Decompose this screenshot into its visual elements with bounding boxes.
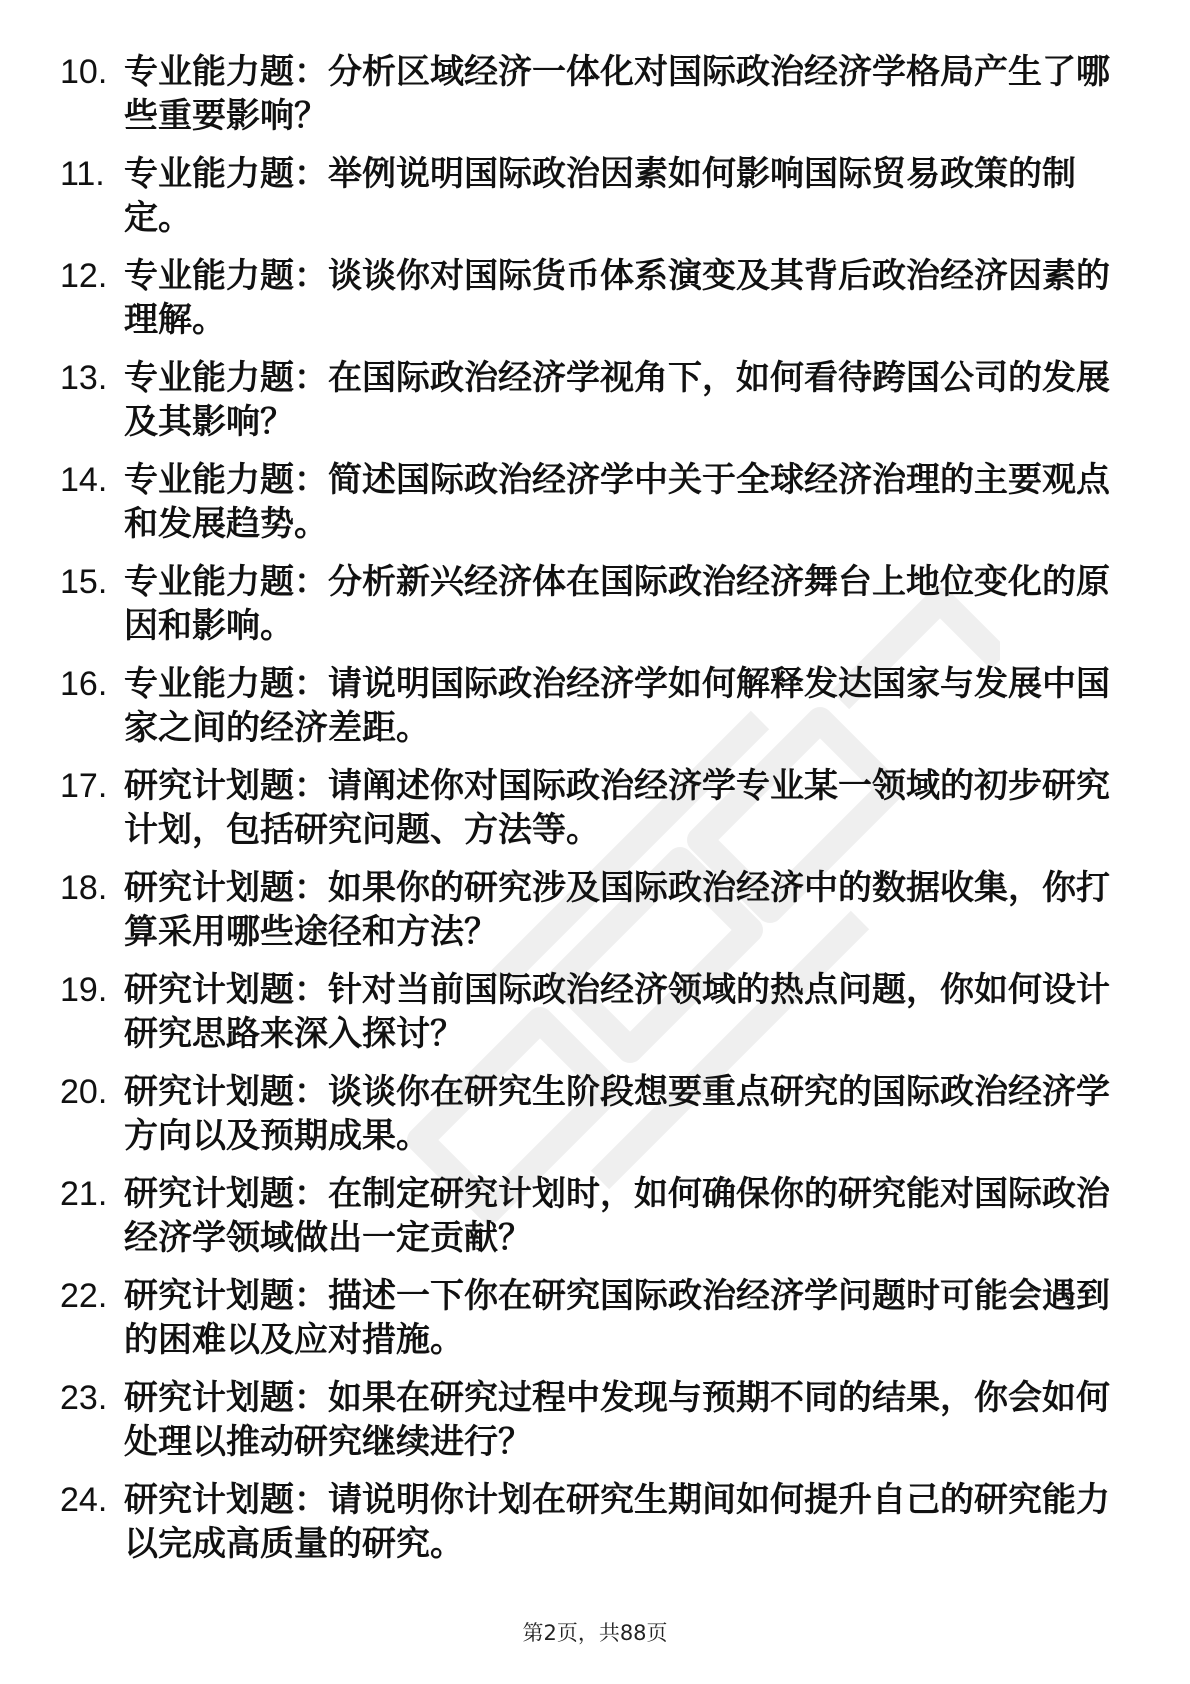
question-item [60, 458, 1110, 546]
question-body [124, 1274, 1110, 1362]
question-item [60, 866, 1110, 954]
question-text: 谈谈你在研究生阶段想要重点研究的国际政治经济学方向以及预期成果。 [124, 1072, 1110, 1156]
question-number: 19. [60, 971, 108, 1009]
question-number: 12. [60, 257, 108, 295]
question-list [60, 50, 1110, 1580]
question-body [124, 1172, 1110, 1260]
question-category: 研究计划题： [124, 1480, 328, 1520]
question-body [124, 866, 1110, 954]
question-body [124, 764, 1110, 852]
question-item [60, 1172, 1110, 1260]
question-body [124, 152, 1110, 240]
question-text: 分析新兴经济体在国际政治经济舞台上地位变化的原因和影响。 [124, 562, 1110, 646]
question-text: 举例说明国际政治因素如何影响国际贸易政策的制定。 [124, 154, 1076, 238]
question-category: 研究计划题： [124, 766, 328, 806]
question-number: 14. [60, 461, 108, 499]
question-body [124, 560, 1110, 648]
question-number: 21. [60, 1175, 108, 1213]
question-body [124, 458, 1110, 546]
question-text: 针对当前国际政治经济领域的热点问题，你如何设计研究思路来深入探讨？ [124, 970, 1110, 1054]
question-item [60, 152, 1110, 240]
question-number: 23. [60, 1379, 108, 1417]
question-body [124, 662, 1110, 750]
question-number: 22. [60, 1277, 108, 1315]
question-number: 17. [60, 767, 108, 805]
question-text: 谈谈你对国际货币体系演变及其背后政治经济因素的理解。 [124, 256, 1110, 340]
question-category: 研究计划题： [124, 970, 328, 1010]
question-category: 专业能力题： [124, 52, 328, 92]
question-item [60, 1376, 1110, 1464]
question-number: 24. [60, 1481, 108, 1519]
question-text: 请说明国际政治经济学如何解释发达国家与发展中国家之间的经济差距。 [124, 664, 1110, 748]
question-category: 研究计划题： [124, 1072, 328, 1112]
question-category: 研究计划题： [124, 1378, 328, 1418]
question-item [60, 254, 1110, 342]
question-item [60, 356, 1110, 444]
question-text: 在国际政治经济学视角下，如何看待跨国公司的发展及其影响？ [124, 358, 1110, 442]
question-text: 在制定研究计划时，如何确保你的研究能对国际政治经济学领域做出一定贡献？ [124, 1174, 1110, 1258]
question-number: 16. [60, 665, 108, 703]
question-body [124, 50, 1110, 138]
question-item [60, 968, 1110, 1056]
question-number: 18. [60, 869, 108, 907]
question-item [60, 764, 1110, 852]
question-text: 如果你的研究涉及国际政治经济中的数据收集，你打算采用哪些途径和方法？ [124, 868, 1110, 952]
question-category: 专业能力题： [124, 562, 328, 602]
question-body [124, 1478, 1110, 1566]
question-category: 专业能力题： [124, 154, 328, 194]
question-number: 10. [60, 53, 108, 91]
question-item [60, 1070, 1110, 1158]
question-item [60, 50, 1110, 138]
question-body [124, 968, 1110, 1056]
question-item [60, 560, 1110, 648]
question-category: 专业能力题： [124, 256, 328, 296]
question-category: 专业能力题： [124, 460, 328, 500]
question-item [60, 662, 1110, 750]
question-number: 11. [60, 155, 105, 193]
question-number: 15. [60, 563, 108, 601]
question-number: 13. [60, 359, 108, 397]
question-text: 请阐述你对国际政治经济学专业某一领域的初步研究计划，包括研究问题、方法等。 [124, 766, 1110, 850]
question-text: 描述一下你在研究国际政治经济学问题时可能会遇到的困难以及应对措施。 [124, 1276, 1110, 1360]
page-footer: 第2页，共88页 [522, 1621, 668, 1645]
question-text: 如果在研究过程中发现与预期不同的结果，你会如何处理以推动研究继续进行？ [124, 1378, 1110, 1462]
question-body [124, 254, 1110, 342]
question-category: 专业能力题： [124, 358, 328, 398]
question-category: 专业能力题： [124, 664, 328, 704]
question-category: 研究计划题： [124, 868, 328, 908]
question-text: 请说明你计划在研究生期间如何提升自己的研究能力以完成高质量的研究。 [124, 1480, 1110, 1564]
question-body [124, 1070, 1110, 1158]
question-text: 分析区域经济一体化对国际政治经济学格局产生了哪些重要影响？ [124, 52, 1110, 136]
question-text: 简述国际政治经济学中关于全球经济治理的主要观点和发展趋势。 [124, 460, 1110, 544]
question-item [60, 1274, 1110, 1362]
question-category: 研究计划题： [124, 1174, 328, 1214]
question-body [124, 1376, 1110, 1464]
question-category: 研究计划题： [124, 1276, 328, 1316]
question-number: 20. [60, 1073, 108, 1111]
question-item [60, 1478, 1110, 1566]
question-body [124, 356, 1110, 444]
